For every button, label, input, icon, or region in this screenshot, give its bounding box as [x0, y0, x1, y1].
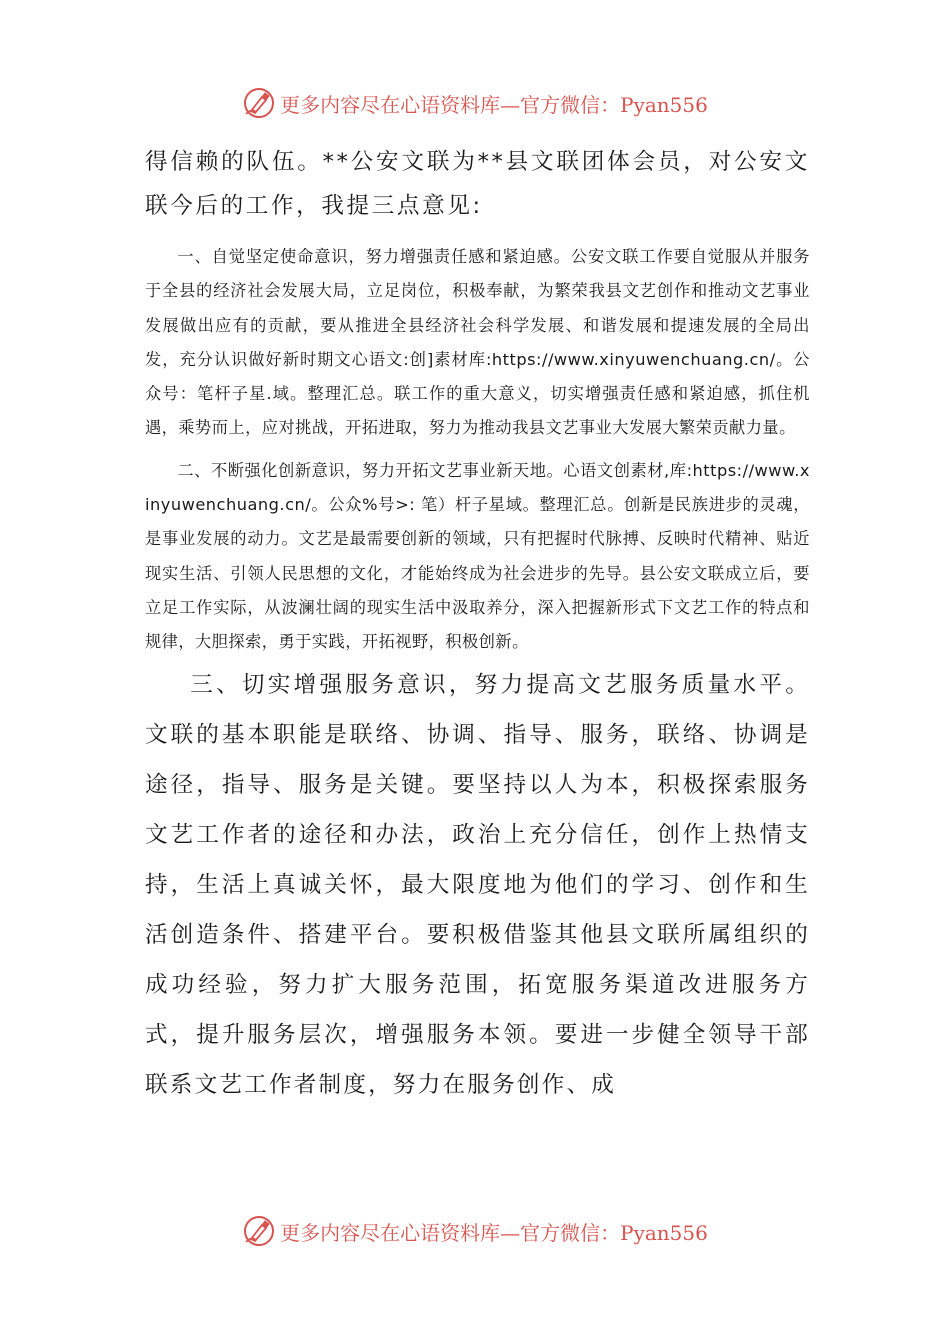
- header-watermark-banner: [0, 83, 950, 123]
- paragraph-three: 三、切实增强服务意识，努力提高文艺服务质量水平。文联的基本职能是联络、协调、指导、服务，联络、协调是途径，指导、服务是关键。要坚持以人为本，积极探索服务文艺工作者的途径和办法，政治上充分信任，创作上热情支持，生活上真诚关怀，最大限度地为他们的学习、创作和生活创造条件、搭建平台。要积极借鉴其他县文联所属组织的成功经验，努力扩大服务范围，拓宽服务渠道改进服务方式，提升服务层次，增强服务本领。要进一步健全领导干部联系文艺工作者制度，努力在服务创作、成: [145, 671, 810, 1098]
- watermark-text: 更多内容尽在心语资料库—官方微信：Pyan556: [280, 92, 708, 117]
- paragraph-one: 一、自觉坚定使命意识，努力增强责任感和紧迫感。公安文联工作要自觉服从并服务于全县的经济社会发展大局，立足岗位，积极奉献，为繁荣我县文艺创作和推动文艺事业发展做出应有的贡献，要从推进全县经济社会科学发展、和谐发展和提速发展的全局出发，充分认识做好新时期文心语文:创]素材库:https://www.xinyuwenchuang.cn/。公众号：笔杆子星.域。整理汇总。联工作的重大意义，切实增强责任感和紧迫感，抓住机遇，乘势而上，应对挑战，开拓进取，努力为推动我县文艺事业大发展大繁荣贡献力量。: [145, 247, 810, 438]
- pen-nib-circle-icon: [242, 86, 276, 120]
- pen-nib-circle-icon: [242, 1214, 276, 1248]
- watermark-text: 更多内容尽在心语资料库—官方微信：Pyan556: [280, 1220, 708, 1245]
- paragraph-two: 二、不断强化创新意识，努力开拓文艺事业新天地。心语文创素材,库:https://www.xinyuwenchuang.cn/。公众%号>: 笔）杆子星域。整理汇总。创新是民族进步的灵魂，是事业发展的动力。文艺是最需要创新的领域，只有把握时代脉搏、反映时代精神、贴近现实生活、引领人民思想的文化，才能始终成为社会进步的先导。县公安文联成立后，要立足工作实际，从波澜壮阔的现实生活中汲取养分，深入把握新形式下文艺工作的特点和规律，大胆探索，勇于实践，开拓视野，积极创新。: [145, 460, 810, 652]
- intro-paragraph: 得信赖的队伍。**公安文联为**县文联团体会员，对公安文联今后的工作，我提三点意见:: [145, 149, 810, 219]
- document-body: [145, 140, 810, 1110]
- footer-watermark-banner: [0, 1211, 950, 1251]
